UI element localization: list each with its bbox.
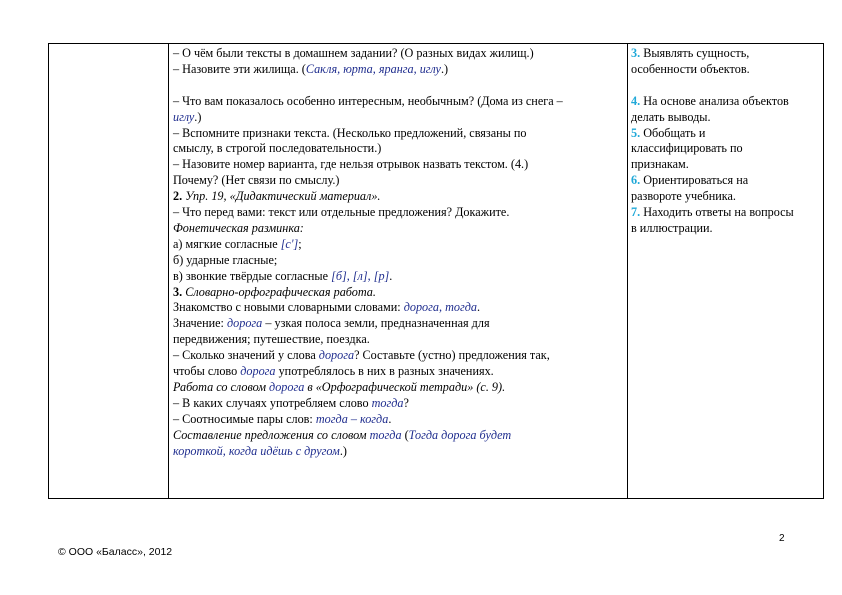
text-run: .) (339, 443, 347, 458)
column-divider-2 (627, 44, 628, 498)
text-run: классифицировать по (631, 141, 743, 156)
text-line (631, 221, 821, 237)
text-line (173, 412, 621, 428)
text-run: развороте учебника. (631, 189, 736, 204)
text-run: ( (401, 427, 409, 442)
text-run: ? (403, 395, 409, 410)
text-run: передвижения; путешествие, поездка. (173, 332, 370, 347)
text-run: .) (440, 61, 449, 76)
text-line (173, 46, 621, 62)
text-run: дорога (240, 364, 276, 379)
text-run: делать выводы. (631, 109, 711, 124)
text-run: 3. (631, 46, 641, 60)
text-run: – О чём были тексты в домашнем задании? (О разных видах жилищ.) (173, 46, 534, 60)
text-run: Фонетическая разминка: (173, 220, 304, 235)
text-run: тогда (371, 395, 404, 410)
text-line (173, 364, 621, 380)
text-run: – Что перед вами: текст или отдельные предложения? Докажите. (173, 205, 510, 220)
text-line (173, 205, 621, 221)
text-run: – Назовите эти жилища. ( (173, 61, 306, 76)
column-divider-1 (168, 44, 169, 498)
text-line (631, 173, 821, 189)
text-line (173, 237, 621, 253)
text-line (631, 62, 821, 78)
text-run: Работа со словом (173, 380, 270, 395)
text-line (173, 316, 621, 332)
text-run: – В каких случаях употребляем слово (173, 395, 372, 410)
text-line (173, 285, 621, 301)
text-run: Упр. 19, «Дидактический материал». (182, 189, 381, 204)
text-run: . (389, 268, 393, 283)
text-run: ; (298, 236, 302, 251)
text-run: дорога (269, 380, 305, 395)
text-line (173, 62, 621, 78)
text-line (173, 348, 621, 364)
text-run: 3. (173, 284, 183, 299)
text-run: 2. (173, 189, 183, 204)
text-run: Значение: (173, 316, 227, 331)
text-run: [с'] (280, 236, 299, 251)
lesson-table (48, 43, 824, 499)
text-line (173, 396, 621, 412)
text-run: Словарно-орфографическая работа. (182, 284, 376, 299)
text-run: Обобщать и (640, 125, 706, 140)
text-run: 4. (631, 93, 641, 108)
text-run: дорога (318, 348, 355, 363)
copyright-footer: © ООО «Баласс», 2012 (58, 546, 173, 558)
text-run: смыслу, в строгой последовательности.) (173, 141, 382, 156)
text-run: в иллюстрации. (631, 220, 713, 235)
text-run: ? Составьте (устно) предложения так, (354, 348, 550, 363)
text-line (173, 380, 621, 396)
text-run: особенности объектов. (631, 61, 750, 76)
text-run: а) мягкие согласные (173, 236, 281, 251)
text-run: . (388, 411, 392, 426)
text-line (631, 46, 821, 62)
text-line (173, 173, 621, 189)
text-line (631, 205, 821, 221)
text-run: Выявлять сущность, (640, 46, 750, 60)
text-run: На основе анализа объектов (640, 93, 789, 108)
text-line (631, 141, 821, 157)
text-run: 7. (631, 205, 641, 220)
text-run: употреблялось в них в разных значениях. (275, 364, 494, 379)
lesson-content-column (173, 46, 621, 460)
text-run: .) (194, 109, 202, 124)
text-run: тогда (369, 427, 402, 442)
text-line (631, 126, 821, 142)
text-run: – узкая полоса земли, предназначенная для (262, 316, 490, 331)
text-run: б) ударные гласные; (173, 252, 278, 267)
text-run: тогда – когда (315, 411, 389, 426)
text-run: 5. (631, 125, 641, 140)
page-number: 2 (779, 533, 785, 544)
text-line (173, 78, 621, 94)
text-line (173, 428, 621, 444)
text-run: Знакомство с новыми словарными словами: (173, 300, 404, 315)
text-run: Почему? (Нет связи по смыслу.) (173, 173, 340, 188)
text-run: – Соотносимые пары слов: (173, 411, 316, 426)
text-run: дорога, тогда (403, 300, 477, 315)
text-run: чтобы слово (173, 364, 241, 379)
text-line (631, 189, 821, 205)
text-run: признакам. (631, 157, 689, 172)
text-run: дорога (226, 316, 263, 331)
text-line (173, 189, 621, 205)
text-line (631, 94, 821, 110)
text-run: в «Орфографической тетради» (с. 9). (304, 380, 506, 395)
text-run: . (477, 300, 481, 315)
text-line (173, 269, 621, 285)
text-line (173, 332, 621, 348)
text-run: Находить ответы на вопросы (640, 205, 794, 220)
text-line (631, 78, 821, 94)
text-line (173, 253, 621, 269)
text-run: иглу (173, 109, 195, 124)
text-run: короткой, когда идёшь с другом (173, 443, 340, 458)
text-line (173, 300, 621, 316)
text-line (173, 157, 621, 173)
text-run: – Назовите номер варианта, где нельзя отрывок назвать текстом. (4.) (173, 157, 529, 172)
text-run: – Что вам показалось особенно интересным, необычным? (Дома из снега – (173, 93, 563, 108)
text-line (173, 94, 621, 110)
text-run: в) звонкие твёрдые согласные (173, 268, 332, 283)
text-run: Тогда дорога будет (408, 427, 512, 442)
text-run: 6. (631, 173, 641, 188)
text-run: Ориентироваться на (640, 173, 749, 188)
text-line (173, 141, 621, 157)
text-run: [б], [л], [р] (331, 268, 390, 283)
text-line (173, 444, 621, 460)
text-line (631, 110, 821, 126)
text-line (631, 157, 821, 173)
text-line (173, 126, 621, 142)
text-run: Сакля, юрта, яранга, иглу (305, 61, 441, 76)
text-run: Составление предложения со словом (173, 427, 370, 442)
text-run: – Сколько значений у слова (173, 348, 319, 363)
text-line (173, 221, 621, 237)
text-line (173, 110, 621, 126)
text-run: – Вспомните признаки текста. (Несколько предложений, связаны по (173, 125, 527, 140)
skills-column (631, 46, 821, 237)
